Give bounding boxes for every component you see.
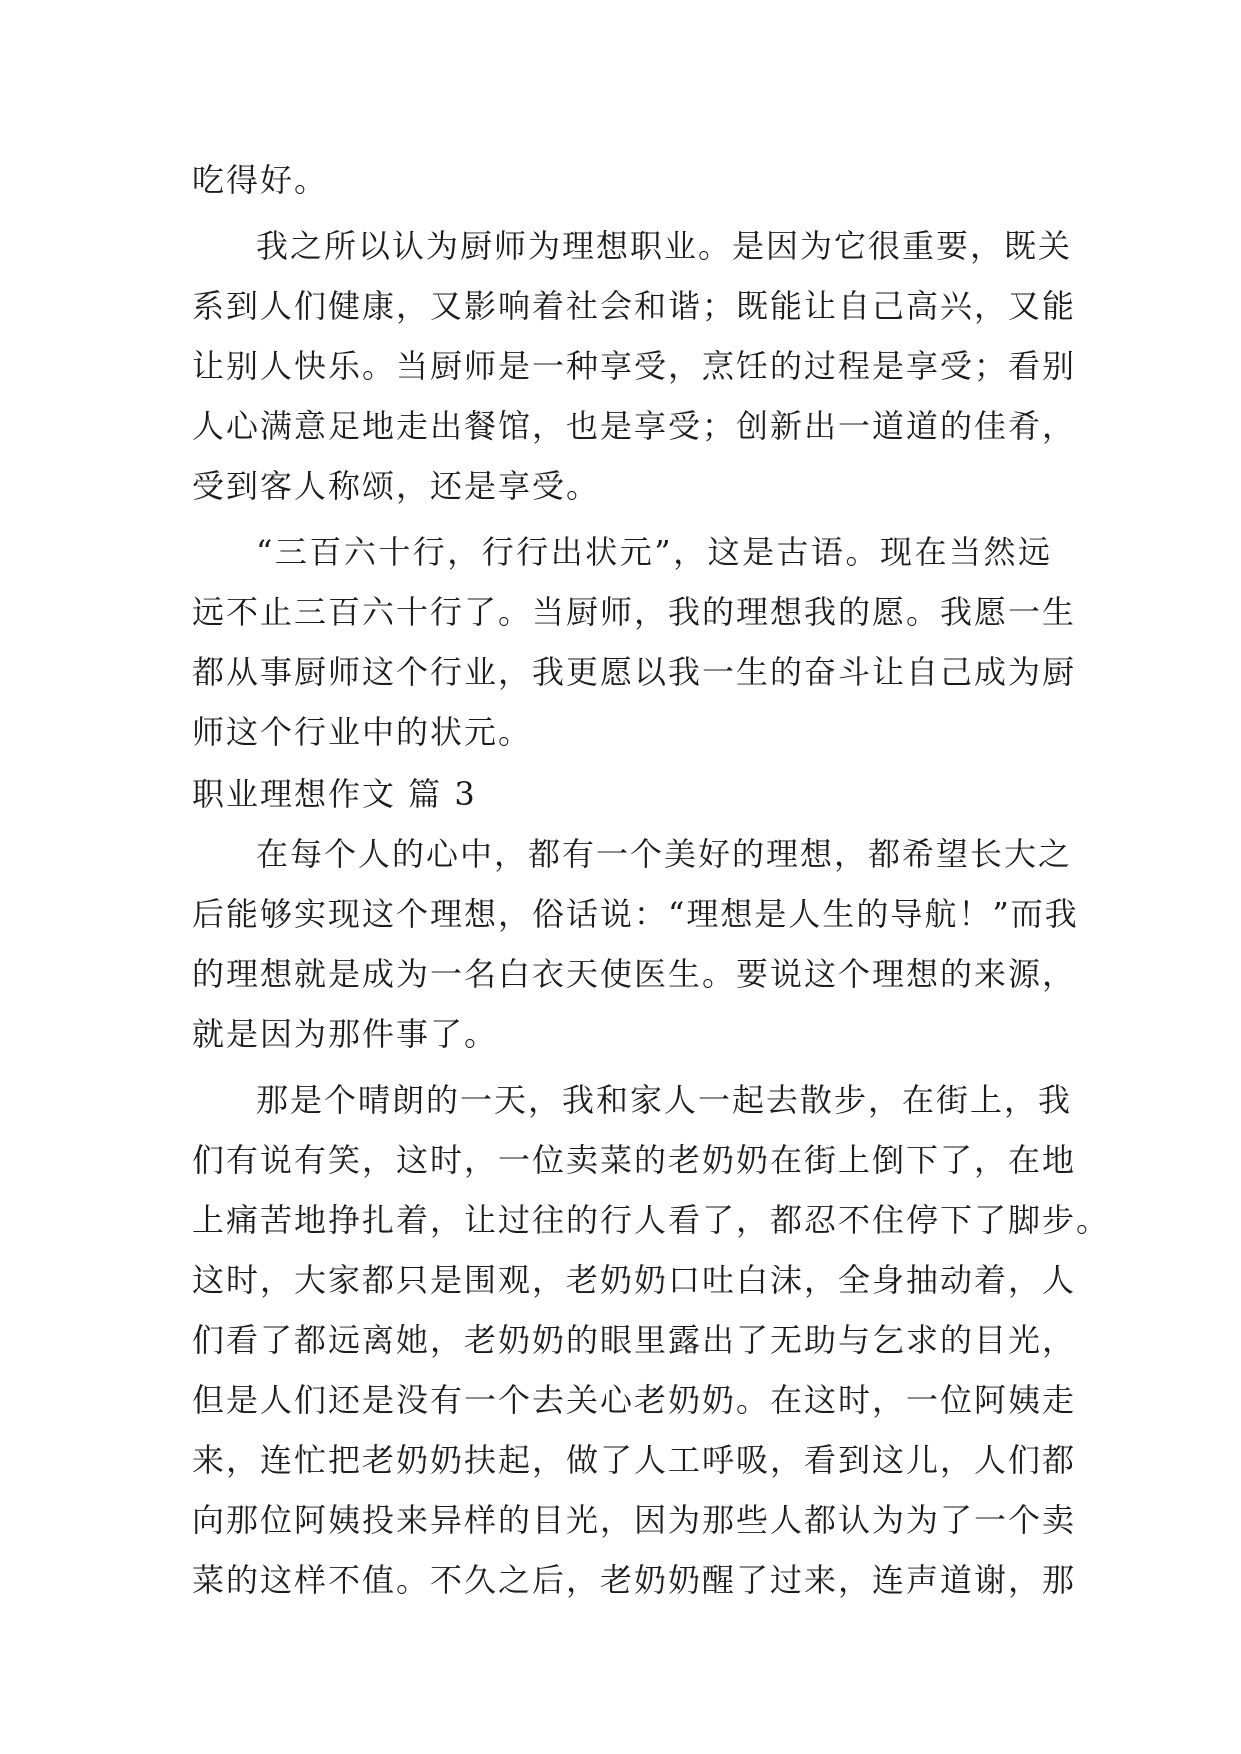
- paragraph: [192, 824, 1079, 1064]
- text-line: “三百六十行，行行出状元”，这是古语。现在当然远: [256, 533, 1052, 571]
- text-line: 那是个晴朗的一天，我和家人一起去散步，在街上，我: [256, 1081, 1073, 1119]
- section-heading: 职业理想作文 篇 3: [192, 775, 477, 813]
- text-line: 但是人们还是没有一个去关心老奶奶。在这时，一位阿姨走: [192, 1381, 1077, 1419]
- text-line: 系到人们健康，又影响着社会和谐；既能让自己高兴，又能: [192, 287, 1077, 325]
- text-line: 吃得好。: [192, 161, 329, 199]
- text-line: 们看了都远离她，老奶奶的眼里露出了无助与乞求的目光，: [192, 1321, 1077, 1359]
- text-line: 向那位阿姨投来异样的目光，因为那些人都认为为了一个卖: [192, 1501, 1077, 1539]
- paragraph: [192, 150, 1052, 210]
- text-line: 受到客人称颂，还是享受。: [192, 467, 601, 505]
- paragraph: [192, 1070, 1111, 1610]
- text-line: 就是因为那件事了。: [192, 1015, 499, 1053]
- text-line: 菜的这样不值。不久之后，老奶奶醒了过来，连声道谢，那: [192, 1561, 1077, 1599]
- text-line: 来，连忙把老奶奶扶起，做了人工呼吸，看到这儿，人们都: [192, 1441, 1077, 1479]
- text-line: 远不止三百六十行了。当厨师，我的理想我的愿。我愿一生: [192, 593, 1077, 631]
- text-line: 们有说有笑，这时，一位卖菜的老奶奶在街上倒下了，在地: [192, 1141, 1077, 1179]
- paragraph: [192, 216, 1077, 516]
- text-line: 后能够实现这个理想，俗话说：“理想是人生的导航！”而我: [192, 895, 1079, 933]
- text-line: 都从事厨师这个行业，我更愿以我一生的奋斗让自己成为厨: [192, 653, 1077, 691]
- text-line: 让别人快乐。当厨师是一种享受，烹饪的过程是享受；看别: [192, 347, 1077, 385]
- text-line: 上痛苦地挣扎着，让过往的行人看了，都忍不住停下了脚步。: [192, 1201, 1111, 1239]
- text-line: 的理想就是成为一名白衣天使医生。要说这个理想的来源，: [192, 955, 1077, 993]
- text-line: 师这个行业中的状元。: [192, 713, 533, 751]
- text-line: 这时，大家都只是围观，老奶奶口吐白沫，全身抽动着，人: [192, 1261, 1077, 1299]
- text-line: 我之所以认为厨师为理想职业。是因为它很重要，既关: [256, 227, 1073, 265]
- document-body: [192, 150, 1111, 1610]
- text-line: 人心满意足地走出餐馆，也是享受；创新出一道道的佳肴，: [192, 407, 1077, 445]
- text-line: 在每个人的心中，都有一个美好的理想，都希望长大之: [256, 835, 1073, 873]
- paragraph: [192, 522, 1077, 762]
